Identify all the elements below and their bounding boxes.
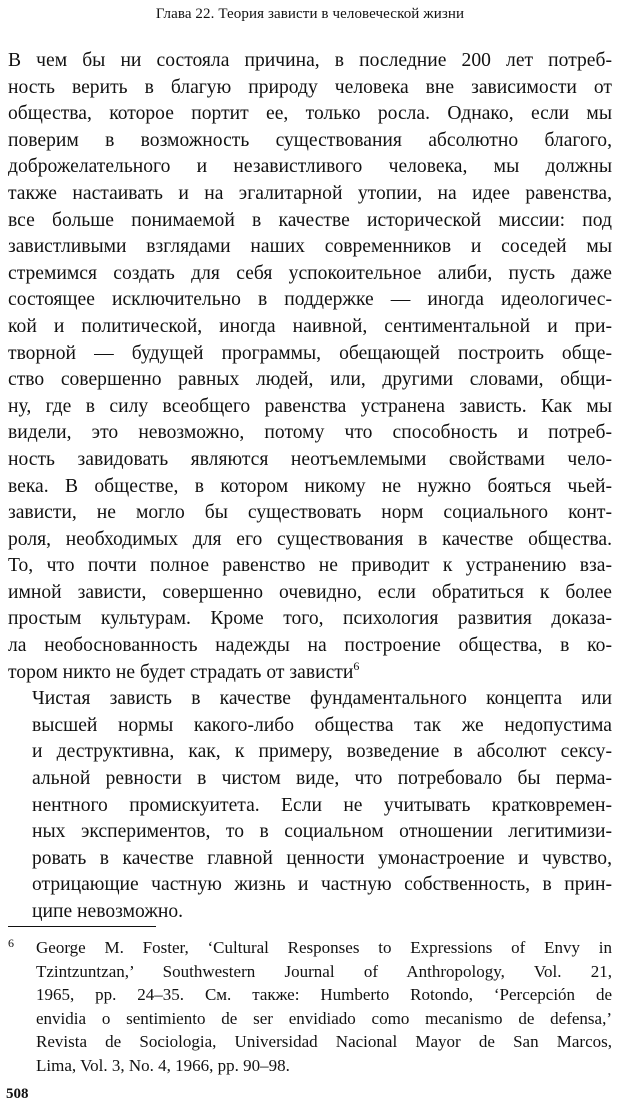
text-line: и деструктивна, как, к примеру, возведение в абсолют сексу- bbox=[32, 741, 612, 763]
paragraph-1 bbox=[8, 48, 612, 686]
footnote bbox=[8, 936, 612, 1078]
text-line: То, что почти полное равенство не приводит к устранению вза- bbox=[8, 555, 612, 577]
text-line: Чистая зависть в качестве фундаментального концепта или bbox=[32, 688, 612, 710]
text-line: кой и политической, иногда наивной, сентиментальной и при- bbox=[8, 315, 612, 337]
text-line: альной ревности в чистом виде, что потребовало бы перма- bbox=[32, 768, 612, 790]
footnote-line: Lima, Vol. 3, No. 4, 1966, pp. 90–98. bbox=[36, 1055, 290, 1075]
text-line: видели, это невозможно, потому что способность и потреб- bbox=[8, 422, 612, 444]
paragraph-2 bbox=[8, 686, 612, 925]
footnote-line: 1965, pp. 24–35. См. также: Humberto Rotondo, ‘Percepción de bbox=[36, 985, 612, 1005]
text-line: отрицающие частную жизнь и частную собственность, в прин- bbox=[32, 874, 612, 896]
footnote-line: George M. Foster, ‘Cultural Responses to Expressions of Envy in bbox=[36, 938, 612, 957]
text-line: ровать в качестве главной ценности умонастроение и чувство, bbox=[32, 847, 612, 869]
footnote-reference[interactable]: 6 bbox=[353, 658, 360, 673]
text-line: стремимся создать для себя успокоительное алиби, пусть даже bbox=[8, 262, 612, 284]
text-line: состоящее исключительно в поддержке — иногда идеологичес- bbox=[8, 289, 612, 311]
footnote-body bbox=[36, 936, 612, 1078]
text-line: творной — будущей программы, обещающей построить обще- bbox=[8, 342, 612, 364]
text-line bbox=[8, 660, 612, 687]
text-line: простым культурам. Кроме того, психология развития доказа- bbox=[8, 608, 612, 630]
text-line: ность верить в благую природу человека вне зависимости от bbox=[8, 76, 612, 98]
text-line: века. В обществе, в котором никому не нужно бояться чьей- bbox=[8, 475, 612, 497]
text-line: высшей нормы какого-либо общества так же недопустима bbox=[32, 714, 612, 736]
text-line: роля, необходимых для его существования в качестве общества. bbox=[8, 528, 612, 550]
text-line: имной зависти, совершенно очевидно, если обратиться к более bbox=[8, 581, 612, 603]
text-line: нентного промискуитета. Если не учитывать кратковремен- bbox=[32, 794, 612, 816]
text-line: доброжелательного и независтливого человека, мы должны bbox=[8, 156, 612, 178]
body-text bbox=[8, 48, 612, 926]
text-line: общества, которое портит ее, только росла. Однако, если мы bbox=[8, 103, 612, 125]
text-line: завистливыми взглядами наших современников и соседей мы bbox=[8, 236, 612, 258]
text-line: также настаивать и на эгалитарной утопии, на идее равенства, bbox=[8, 182, 612, 204]
footnote-line: envidia o sentimiento de ser envidiado como mecanismo de defensa,’ bbox=[36, 1008, 612, 1028]
page-number: 508 bbox=[6, 1086, 29, 1102]
text-line: ла необоснованность надежды на построение общества, в ко- bbox=[8, 635, 612, 657]
text-line: В чем бы ни состояла причина, в последние 200 лет потреб- bbox=[8, 50, 612, 71]
text-line: ных экспериментов, то в социальном отношении легитимизи- bbox=[32, 821, 612, 843]
text-line: все больше понимаемой в качестве исторической миссии: под bbox=[8, 209, 612, 231]
text-line: ципе невозможно. bbox=[32, 901, 184, 922]
running-header: Глава 22. Теория зависти в человеческой жизни bbox=[155, 6, 465, 22]
text-line: ну, где в силу всеобщего равенства устранена зависть. Как мы bbox=[8, 395, 612, 417]
footnote-line: Revista de Sociologia, Universidad Nacional Mayor de San Marcos, bbox=[36, 1032, 612, 1052]
text-line-content: тором никто не будет страдать от зависти bbox=[8, 661, 354, 683]
text-line: поверим в возможность существования абсолютно благого, bbox=[8, 129, 612, 151]
footnote-mark: 6 bbox=[8, 936, 14, 950]
text-line: ность завидовать являются неотъемлемыми свойствами чело- bbox=[8, 448, 612, 470]
footnote-divider bbox=[8, 926, 156, 927]
text-line: зависти, не могло бы существовать норм социального конт- bbox=[8, 502, 612, 524]
text-line: ство совершенно равных людей, или, другими словами, общи- bbox=[8, 369, 612, 391]
footnote-line: Tzintzuntzan,’ Southwestern Journal of Anthropology, Vol. 21, bbox=[36, 961, 612, 981]
